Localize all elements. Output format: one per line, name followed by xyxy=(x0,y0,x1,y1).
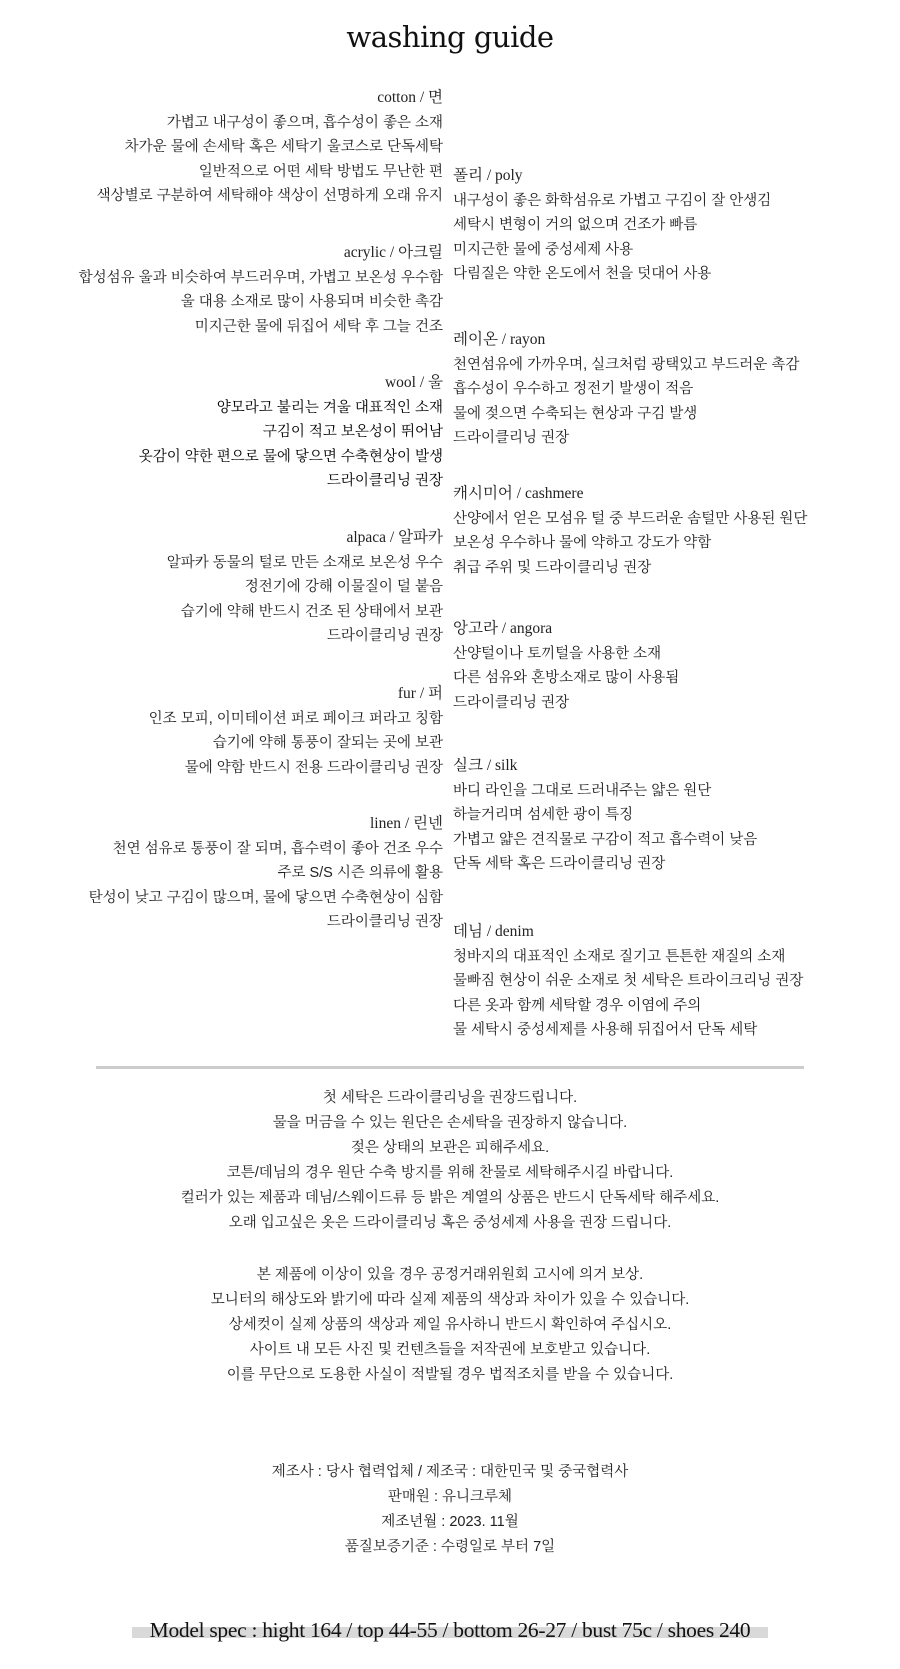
product-info-line: 제조사 : 당사 협력업체 / 제조국 : 대한민국 및 중국협력사 xyxy=(271,1464,629,1480)
fabric-denim xyxy=(453,920,873,1043)
fabric-description-line: 다림질은 약한 온도에서 천을 덧대어 사용 xyxy=(453,266,712,282)
fabric-name: wool / 울 xyxy=(384,374,443,391)
fabric-description-line: 정전기에 강해 이물질이 덜 붙음 xyxy=(244,579,443,595)
fabric-name: alpaca / 알파카 xyxy=(346,529,443,546)
model-spec: Model spec : hight 164 / top 44-55 / bottom 26-27 / bust 75c / shoes 240 xyxy=(149,1618,751,1642)
fabric-name: acrylic / 아크릴 xyxy=(343,244,443,261)
fabric-description-line: 옷감이 약한 편으로 물에 닿으면 수축현상이 발생 xyxy=(138,448,443,465)
product-info-line: 제조년월 : 2023. 11월 xyxy=(381,1514,519,1530)
fabric-cotton xyxy=(23,86,443,209)
fabric-description-line: 하늘거리며 섬세한 광이 특징 xyxy=(453,807,634,823)
fabric-name: 캐시미어 / cashmere xyxy=(453,485,584,502)
product-info-line: 판매원 : 유니크루체 xyxy=(387,1489,513,1505)
fabric-description-line: 인조 모피, 이미테이션 퍼로 페이크 퍼라고 칭함 xyxy=(148,710,443,727)
fabric-description-line: 드라이클리닝 권장 xyxy=(453,694,570,711)
fabric-description-line: 드라이클리닝 권장 xyxy=(326,473,443,489)
fabric-description-line: 보온성 우수하나 물에 약하고 강도가 약함 xyxy=(453,535,712,551)
fabric-silk xyxy=(453,754,873,877)
fabric-name: 실크 / silk xyxy=(453,757,518,774)
fabric-name: 폴리 / poly xyxy=(453,167,523,184)
fabric-description-line: 주로 S/S 시즌 의류에 활용 xyxy=(277,865,443,881)
fabric-name: 데님 / denim xyxy=(453,923,534,940)
fabric-description-line: 드라이클리닝 권장 xyxy=(326,628,443,644)
fabric-description-line: 구김이 적고 보온성이 뛰어남 xyxy=(262,424,443,440)
fabric-name: linen / 린넨 xyxy=(370,815,443,832)
fabric-fur xyxy=(23,682,443,780)
fabric-linen xyxy=(23,812,443,935)
fabric-description-line: 드라이클리닝 권장 xyxy=(453,430,570,446)
fabric-wool xyxy=(23,371,443,494)
fabric-rayon xyxy=(453,328,873,451)
fabric-description-line: 양모라고 불리는 겨울 대표적인 소재 xyxy=(216,399,443,416)
notice-line: 상세컷이 실제 상품의 색상과 제일 유사하니 반드시 확인하여 주십시오. xyxy=(228,1317,672,1333)
fabric-description-line: 알파카 동물의 털로 만든 소재로 보온성 우수 xyxy=(166,554,443,571)
fabric-description-line: 세탁시 변형이 거의 없으며 건조가 빠름 xyxy=(453,217,698,233)
notice-line: 모니터의 해상도와 밝기에 따라 실제 제품의 색상과 차이가 있을 수 있습니다. xyxy=(210,1292,690,1308)
care-notes xyxy=(0,1086,900,1236)
section-divider xyxy=(96,1066,804,1069)
fabric-description-line: 천연섬유에 가까우며, 실크처럼 광택있고 부드러운 촉감 xyxy=(453,356,800,373)
care-note-line: 코튼/데님의 경우 원단 수축 방지를 위해 찬물로 세탁해주시길 바랍니다. xyxy=(226,1165,674,1181)
notice-line: 사이트 내 모든 사진 및 컨텐츠들을 저작권에 보호받고 있습니다. xyxy=(249,1342,651,1358)
fabric-description-line: 가볍고 얇은 견직물로 구감이 적고 흡수력이 낮음 xyxy=(453,831,758,848)
fabric-name: fur / 퍼 xyxy=(397,685,443,702)
fabric-description-line: 산양털이나 토끼털을 사용한 소재 xyxy=(453,645,662,662)
fabric-description-line: 탄성이 낮고 구김이 많으며, 물에 닿으면 수축현상이 심함 xyxy=(88,889,443,906)
fabric-description-line: 취급 주위 및 드라이클리닝 권장 xyxy=(453,559,652,576)
care-note-line: 젖은 상태의 보관은 피해주세요. xyxy=(350,1140,550,1156)
care-note-line: 컬러가 있는 제품과 데님/스웨이드류 등 밝은 계열의 상품은 반드시 단독세탁 해주세요. xyxy=(180,1190,720,1206)
fabric-description-line: 물에 약함 반드시 전용 드라이클리닝 권장 xyxy=(184,759,443,776)
notice-line: 본 제품에 이상이 있을 경우 공정거래위원회 고시에 의거 보상. xyxy=(256,1267,644,1283)
fabric-description-line: 습기에 약해 통풍이 잘되는 곳에 보관 xyxy=(212,735,443,751)
page-title: washing guide xyxy=(346,20,554,54)
fabric-description-line: 일반적으로 어떤 세탁 방법도 무난한 편 xyxy=(198,163,443,180)
fabric-name: cotton / 면 xyxy=(377,89,443,106)
fabric-acrylic xyxy=(23,241,443,339)
fabric-description-line: 천연 섬유로 통풍이 잘 되며, 흡수력이 좋아 건조 우수 xyxy=(112,840,443,857)
product-info xyxy=(0,1460,900,1560)
fabric-cashmere xyxy=(453,482,873,580)
fabric-description-line: 미지근한 물에 중성세제 사용 xyxy=(453,241,634,258)
care-note-line: 첫 세탁은 드라이클리닝을 권장드립니다. xyxy=(322,1090,578,1106)
fabric-description-line: 습기에 약해 반드시 건조 된 상태에서 보관 xyxy=(180,603,443,620)
care-note-line: 오래 입고싶은 옷은 드라이클리닝 혹은 중성세제 사용을 권장 드립니다. xyxy=(228,1215,672,1231)
fabric-description-line: 물에 젖으면 수축되는 현상과 구김 발생 xyxy=(453,405,698,422)
notices xyxy=(0,1263,900,1388)
fabric-description-line: 청바지의 대표적인 소재로 질기고 튼튼한 재질의 소재 xyxy=(453,948,786,965)
fabric-description-line: 색상별로 구분하여 세탁해야 색상이 선명하게 오래 유지 xyxy=(96,188,443,204)
fabric-name: 앙고라 / angora xyxy=(453,620,553,637)
fabric-description-line: 다른 섬유와 혼방소재로 많이 사용됨 xyxy=(453,670,680,686)
fabric-description-line: 바디 라인을 그대로 드러내주는 얇은 원단 xyxy=(453,782,712,799)
fabric-poly xyxy=(453,164,873,287)
fabric-description-line: 가볍고 내구성이 좋으며, 흡수성이 좋은 소재 xyxy=(166,114,443,131)
fabric-description-line: 산양에서 얻은 모섬유 털 중 부드러운 솜털만 사용된 원단 xyxy=(453,510,808,527)
fabric-description-line: 물 세탁시 중성세제를 사용해 뒤집어서 단독 세탁 xyxy=(453,1022,758,1038)
fabric-description-line: 단독 세탁 혹은 드라이클리닝 권장 xyxy=(453,856,666,872)
fabric-angora xyxy=(453,617,873,715)
fabric-description-line: 물빠짐 현상이 쉬운 소재로 첫 세탁은 트라이크리닝 권장 xyxy=(453,973,804,989)
care-note-line: 물을 머금을 수 있는 원단은 손세탁을 권장하지 않습니다. xyxy=(272,1115,628,1131)
fabric-description-line: 드라이클리닝 권장 xyxy=(326,914,443,930)
fabric-description-line: 내구성이 좋은 화학섬유로 가볍고 구김이 잘 안생김 xyxy=(453,192,772,209)
product-info-line: 품질보증기준 : 수령일로 부터 7일 xyxy=(344,1539,556,1555)
fabric-description-line: 차가운 물에 손세탁 혹은 세탁기 울코스로 단독세탁 xyxy=(124,139,443,155)
fabric-description-line: 합성섬유 울과 비슷하여 부드러우며, 가볍고 보온성 우수함 xyxy=(78,269,443,286)
notice-line: 이를 무단으로 도용한 사실이 적발될 경우 법적조치를 받을 수 있습니다. xyxy=(226,1367,674,1383)
fabric-alpaca xyxy=(23,526,443,649)
fabric-description-line: 흡수성이 우수하고 정전기 발생이 적음 xyxy=(453,381,694,397)
fabric-name: 레이온 / rayon xyxy=(453,331,546,348)
fabric-description-line: 울 대용 소재로 많이 사용되며 비슷한 촉감 xyxy=(180,294,443,310)
fabric-description-line: 미지근한 물에 뒤집어 세탁 후 그늘 건조 xyxy=(194,318,443,335)
fabric-description-line: 다른 옷과 함께 세탁할 경우 이염에 주의 xyxy=(453,997,702,1014)
